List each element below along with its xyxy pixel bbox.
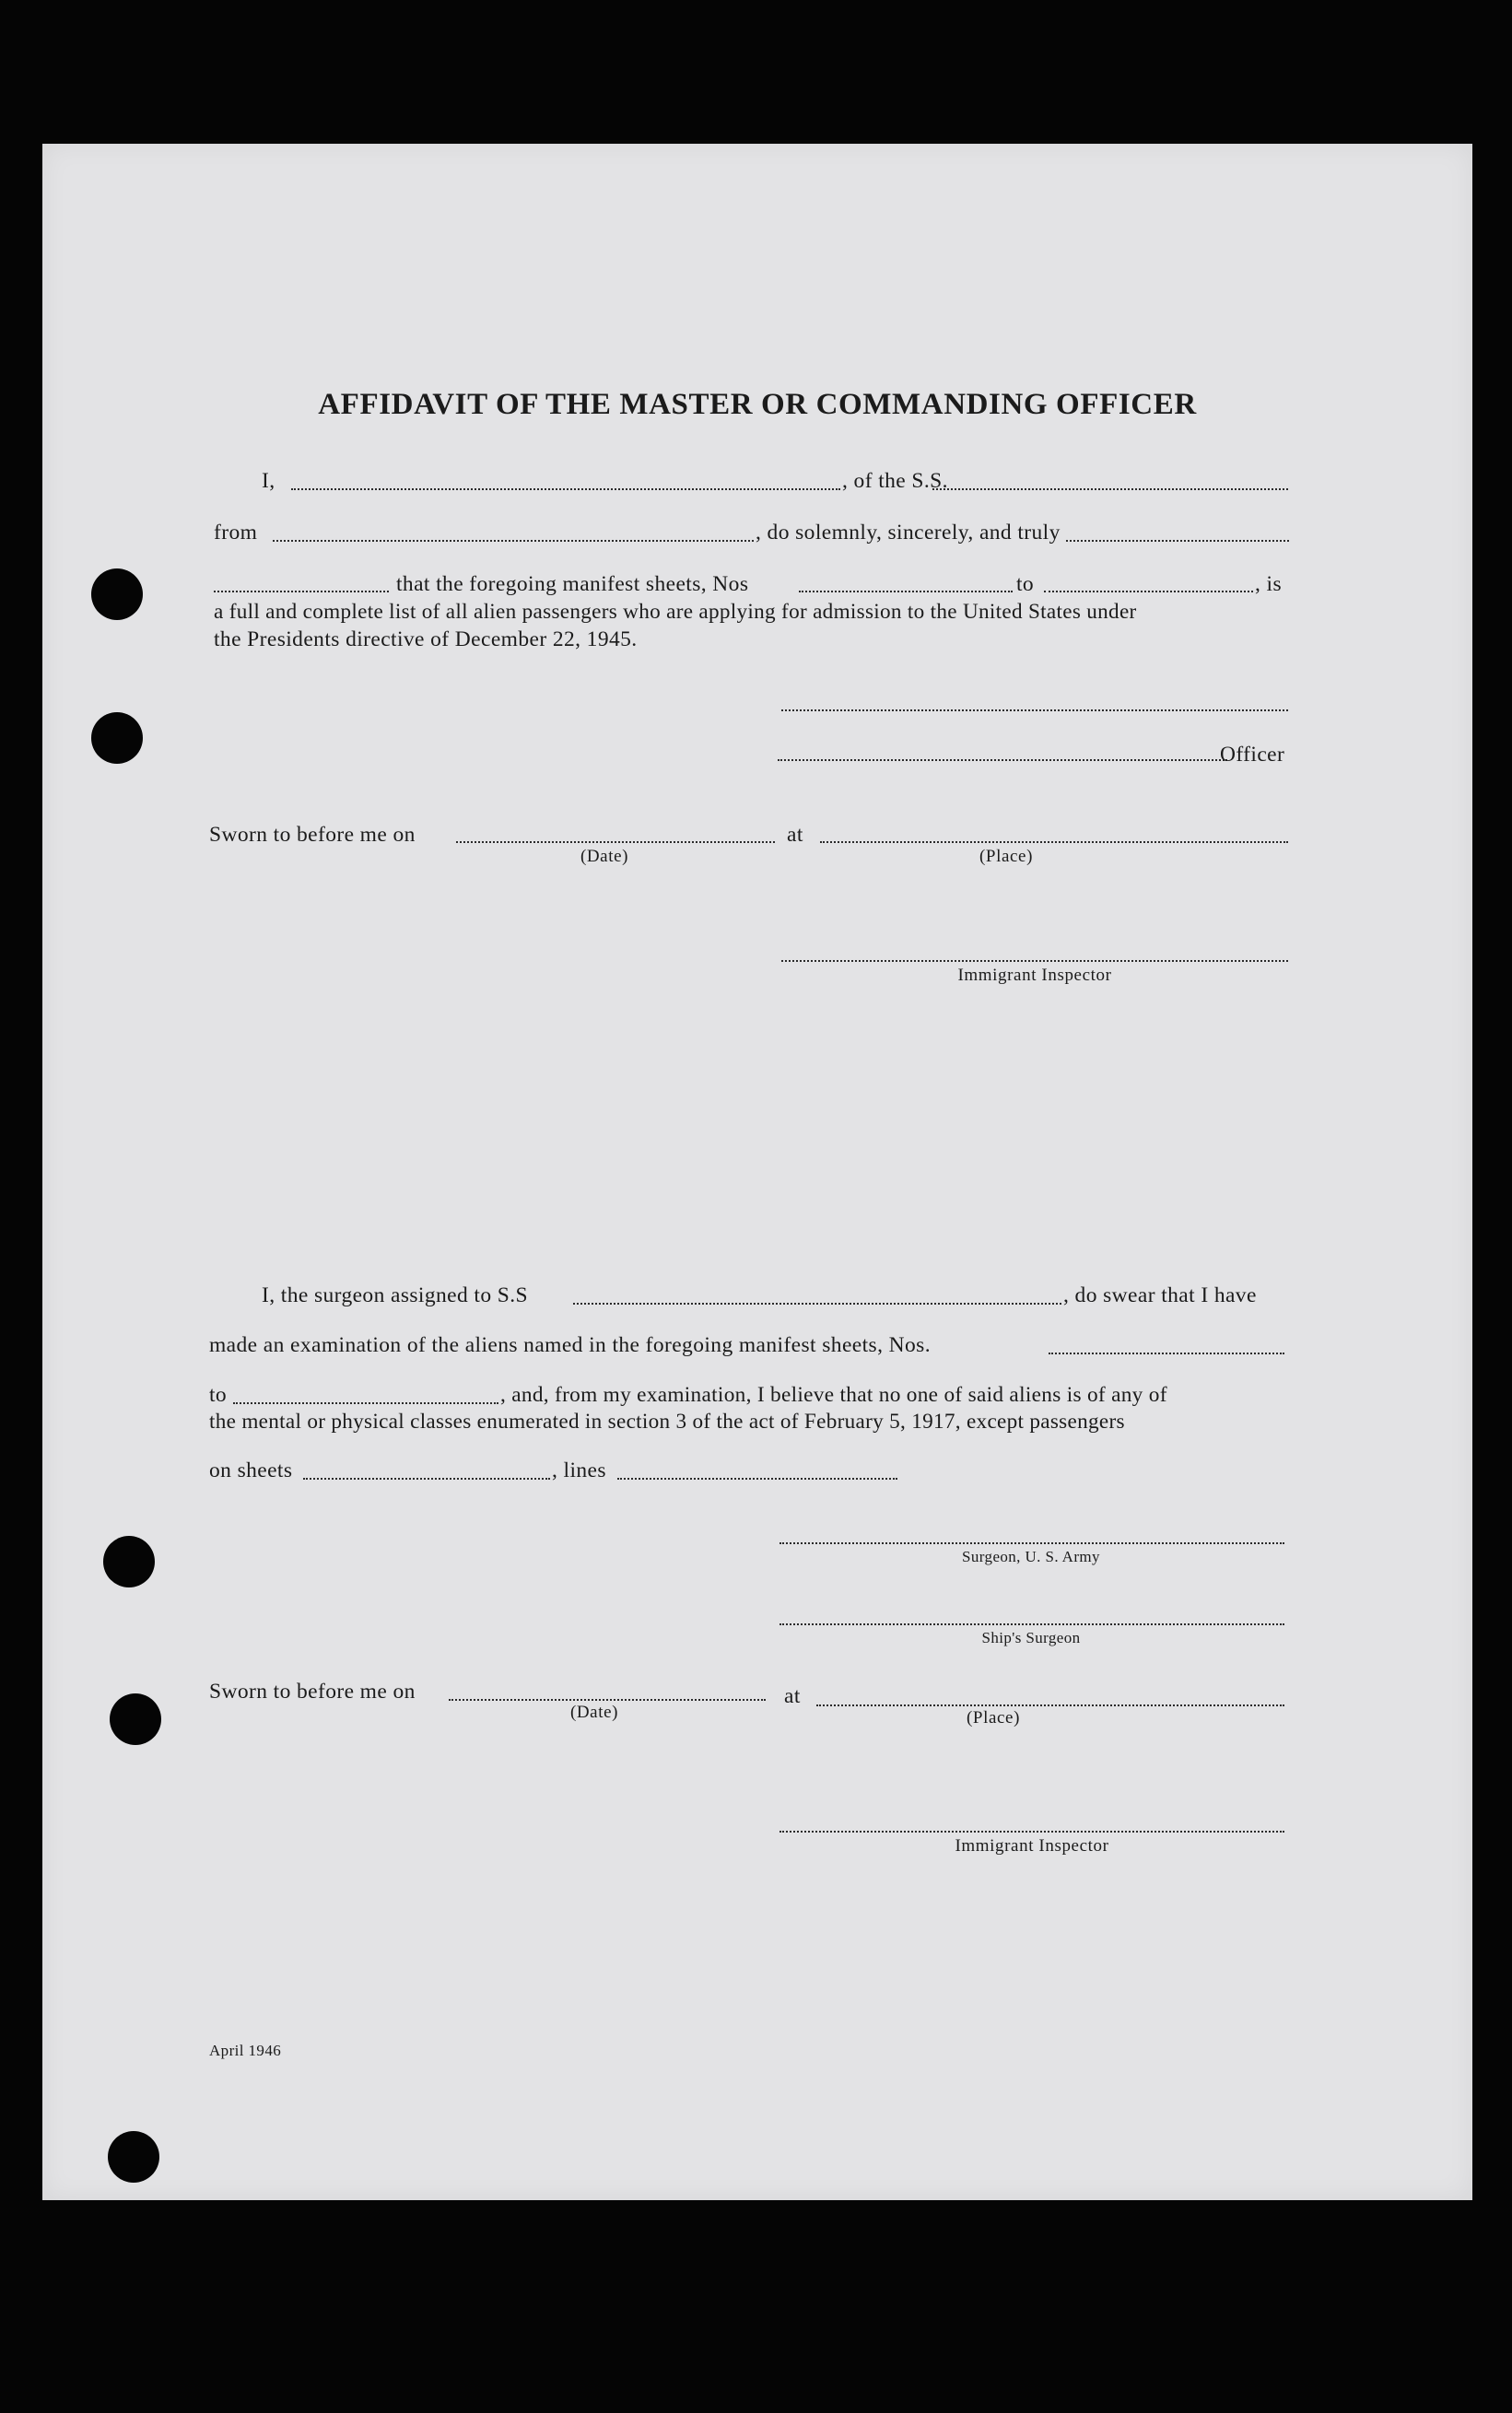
master-statement-line4: a full and complete list of all alien passengers who are applying for admission to the United States under bbox=[214, 600, 1137, 624]
master-i-label: I, bbox=[262, 469, 275, 493]
surgeon-sworn-label: Sworn to before me on bbox=[209, 1680, 416, 1704]
army-surgeon-label: Surgeon, U. S. Army bbox=[962, 1548, 1100, 1565]
master-sheets-to-field[interactable] bbox=[1044, 591, 1253, 592]
master-inspector-label: Immigrant Inspector bbox=[957, 966, 1112, 985]
officer-title-line[interactable] bbox=[778, 759, 1227, 761]
master-signature-line[interactable] bbox=[781, 709, 1288, 711]
surgeon-sworn-date-field[interactable] bbox=[449, 1699, 766, 1701]
master-at-label: at bbox=[787, 823, 803, 847]
form-revision-date: April 1946 bbox=[209, 2042, 282, 2059]
punch-hole bbox=[103, 1536, 155, 1587]
master-from-label: from bbox=[214, 521, 258, 545]
master-place-caption: (Place) bbox=[979, 847, 1033, 866]
master-oath-cont-field[interactable] bbox=[214, 591, 389, 592]
surgeon-swear-label: , do swear that I have bbox=[1063, 1283, 1257, 1307]
master-sheets-label: that the foregoing manifest sheets, Nos bbox=[396, 572, 749, 596]
surgeon-inspector-signature-line[interactable] bbox=[779, 1831, 1284, 1833]
master-to-label: to bbox=[1016, 572, 1035, 596]
army-surgeon-signature-line[interactable] bbox=[779, 1542, 1284, 1544]
surgeon-except-lines-field[interactable] bbox=[617, 1478, 897, 1480]
punch-hole bbox=[91, 712, 143, 764]
surgeon-date-caption: (Date) bbox=[569, 1703, 619, 1722]
master-inspector-signature-line[interactable] bbox=[781, 960, 1288, 962]
surgeon-to-label: to bbox=[209, 1383, 228, 1407]
ship-surgeon-signature-line[interactable] bbox=[779, 1623, 1284, 1625]
master-of-ss-label: , of the S.S. bbox=[842, 469, 948, 493]
master-sworn-place-field[interactable] bbox=[820, 841, 1288, 843]
surgeon-statement-line4: the mental or physical classes enumerated in section 3 of the act of February 5, 1917, except passengers bbox=[209, 1410, 1125, 1434]
surgeon-except-sheets-field[interactable] bbox=[303, 1478, 550, 1480]
master-sheets-from-field[interactable] bbox=[799, 591, 1013, 592]
surgeon-lines-label: , lines bbox=[552, 1458, 606, 1482]
form-page bbox=[42, 144, 1472, 2200]
surgeon-statement-line3: , and, from my examination, I believe that no one of said aliens is of any of bbox=[500, 1383, 1167, 1407]
surgeon-sheets-from-field[interactable] bbox=[1049, 1353, 1284, 1354]
surgeon-exam-label: made an examination of the aliens named in the foregoing manifest sheets, Nos. bbox=[209, 1333, 931, 1357]
master-ship-field[interactable] bbox=[932, 488, 1288, 490]
master-is-label: , is bbox=[1255, 572, 1283, 596]
master-oath-field[interactable] bbox=[1066, 540, 1289, 542]
surgeon-sworn-place-field[interactable] bbox=[816, 1704, 1284, 1706]
surgeon-sheets-label: on sheets bbox=[209, 1458, 293, 1482]
master-from-field[interactable] bbox=[273, 540, 754, 542]
master-sworn-label: Sworn to before me on bbox=[209, 823, 416, 847]
surgeon-place-caption: (Place) bbox=[967, 1708, 1020, 1728]
surgeon-inspector-label: Immigrant Inspector bbox=[955, 1836, 1109, 1856]
punch-hole bbox=[110, 1693, 161, 1745]
punch-hole bbox=[108, 2131, 159, 2183]
master-date-caption: (Date) bbox=[580, 847, 629, 866]
punch-hole bbox=[91, 568, 143, 620]
form-title: AFFIDAVIT OF THE MASTER OR COMMANDING OFFICER bbox=[318, 388, 1197, 421]
master-sworn-date-field[interactable] bbox=[456, 841, 775, 843]
surgeon-ship-field[interactable] bbox=[573, 1303, 1061, 1305]
master-name-field[interactable] bbox=[291, 488, 840, 490]
ship-surgeon-label: Ship's Surgeon bbox=[981, 1629, 1081, 1646]
surgeon-sheets-to-field[interactable] bbox=[233, 1402, 498, 1404]
surgeon-i-label: I, the surgeon assigned to S.S bbox=[262, 1283, 528, 1307]
surgeon-at-label: at bbox=[784, 1684, 801, 1708]
officer-label: Officer bbox=[1220, 743, 1285, 767]
master-statement-line5: the Presidents directive of December 22, 1945. bbox=[214, 627, 638, 651]
master-solemnly-label: , do solemnly, sincerely, and truly bbox=[756, 521, 1061, 545]
